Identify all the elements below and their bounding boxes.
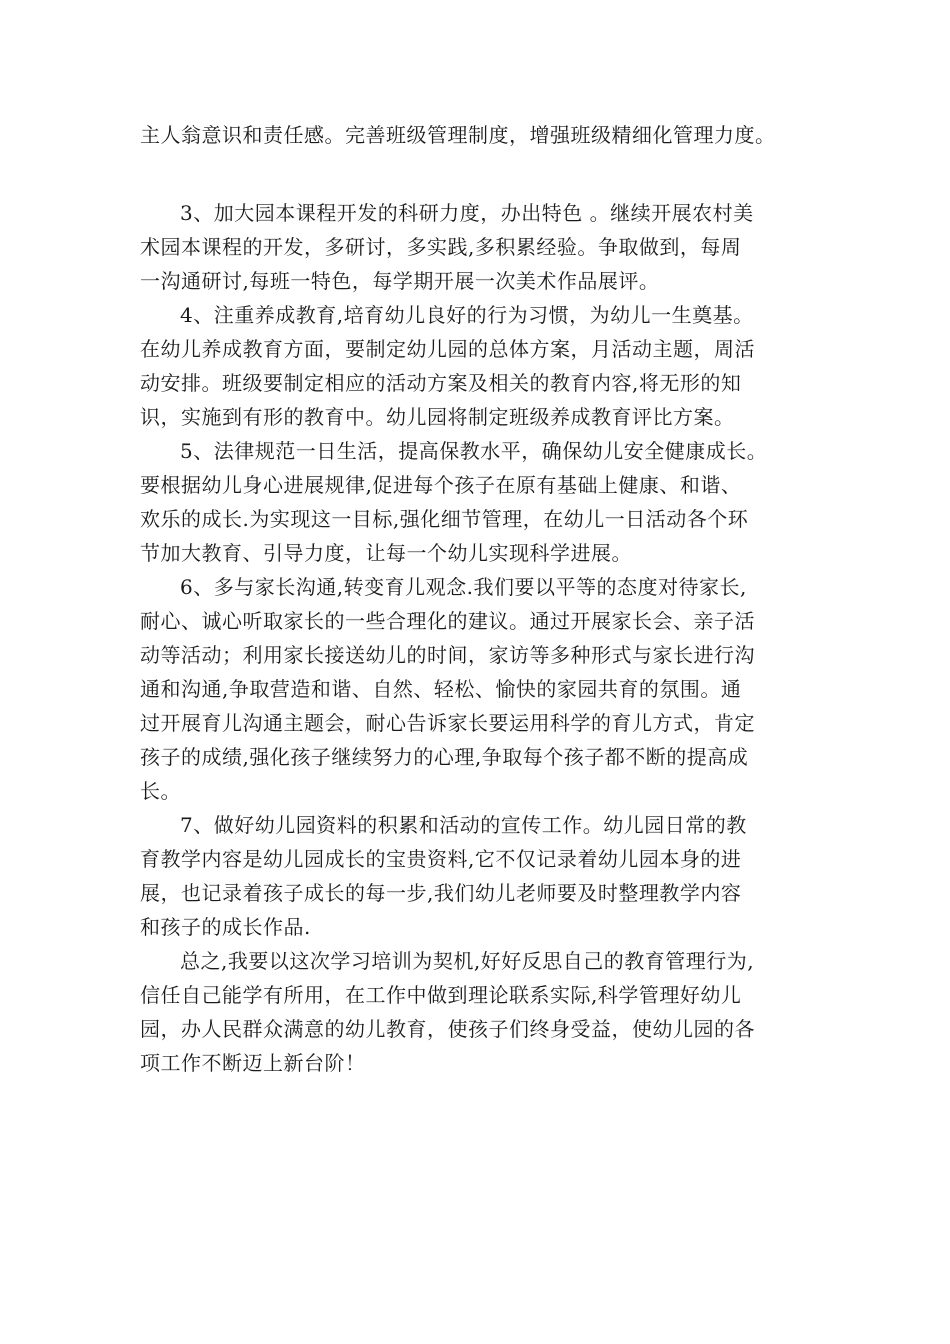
text-line: 在幼儿养成教育方面，要制定幼儿园的总体方案，月活动主题，周活 (140, 337, 755, 361)
text-line: 动安排。班级要制定相应的活动方案及相关的教育内容,将无形的知 (140, 371, 742, 395)
continued-paragraph (140, 118, 840, 152)
text-line: 通和沟通,争取营造和谐、自然、轻松、愉快的家园共育的氛围。通 (140, 677, 742, 701)
text-line: 5、法律规范一日生活，提高保教水平，确保幼儿安全健康成长。 (180, 439, 768, 463)
text-line: 总之,我要以这次学习培训为契机,好好反思自己的教育管理行为, (180, 949, 755, 973)
text-line: 3、加大园本课程开发的科研力度，办出特色 。继续开展农村美 (180, 201, 754, 225)
text-line: 园，办人民群众满意的幼儿教育，使孩子们终身受益，使幼儿园的各 (140, 1017, 755, 1041)
text-line: 主人翁意识和责任感。完善班级管理制度，增强班级精细化管理力度。 (140, 123, 776, 147)
text-line: 项工作不断迈上新台阶！ (140, 1051, 366, 1075)
text-line: 节加大教育、引导力度，让每一个幼儿实现科学进展。 (140, 541, 632, 565)
paragraph-3 (140, 196, 840, 298)
text-line: 术园本课程的开发，多研讨，多实践,多积累经验。争取做到，每周 (140, 235, 742, 259)
text-line: 动等活动；利用家长接送幼儿的时间，家访等多种形式与家长进行沟 (140, 643, 755, 667)
paragraph-4 (140, 298, 840, 434)
text-line: 育教学内容是幼儿园成长的宝贵资料,它不仅记录着幼儿园本身的进 (140, 847, 742, 871)
text-line: 孩子的成绩,强化孩子继续努力的心理,争取每个孩子都不断的提高成 (140, 745, 749, 769)
text-line: 7、做好幼儿园资料的积累和活动的宣传工作。幼儿园日常的教 (180, 813, 747, 837)
paragraph-conclusion (140, 944, 840, 1080)
text-line: 要根据幼儿身心进展规律,促进每个孩子在原有基础上健康、和谐、 (140, 473, 742, 497)
text-line: 耐心、诚心听取家长的一些合理化的建议。通过开展家长会、亲子活 (140, 609, 755, 633)
text-line: 识，实施到有形的教育中。幼儿园将制定班级养成教育评比方案。 (140, 405, 735, 429)
paragraph-6 (140, 570, 840, 808)
text-line: 4、注重养成教育,培育幼儿良好的行为习惯，为幼儿一生奠基。 (180, 303, 754, 327)
text-line: 长。 (140, 779, 181, 803)
text-line: 展，也记录着孩子成长的每一步,我们幼儿老师要及时整理教学内容 (140, 881, 742, 905)
text-line: 信任自己能学有所用，在工作中做到理论联系实际,科学管理好幼儿 (140, 983, 742, 1007)
text-line: 过开展育儿沟通主题会，耐心告诉家长要运用科学的育儿方式，肯定 (140, 711, 755, 735)
body-text (140, 196, 840, 1080)
text-line: 一沟通研讨,每班一特色，每学期开展一次美术作品展评。 (140, 269, 660, 293)
text-line: 欢乐的成长.为实现这一目标,强化细节管理，在幼儿一日活动各个环 (140, 507, 749, 531)
text-line: 6、多与家长沟通,转变育儿观念.我们要以平等的态度对待家长, (180, 575, 747, 599)
paragraph-5 (140, 434, 840, 570)
text-line: 和孩子的成长作品. (140, 915, 311, 939)
paragraph-7 (140, 808, 840, 944)
